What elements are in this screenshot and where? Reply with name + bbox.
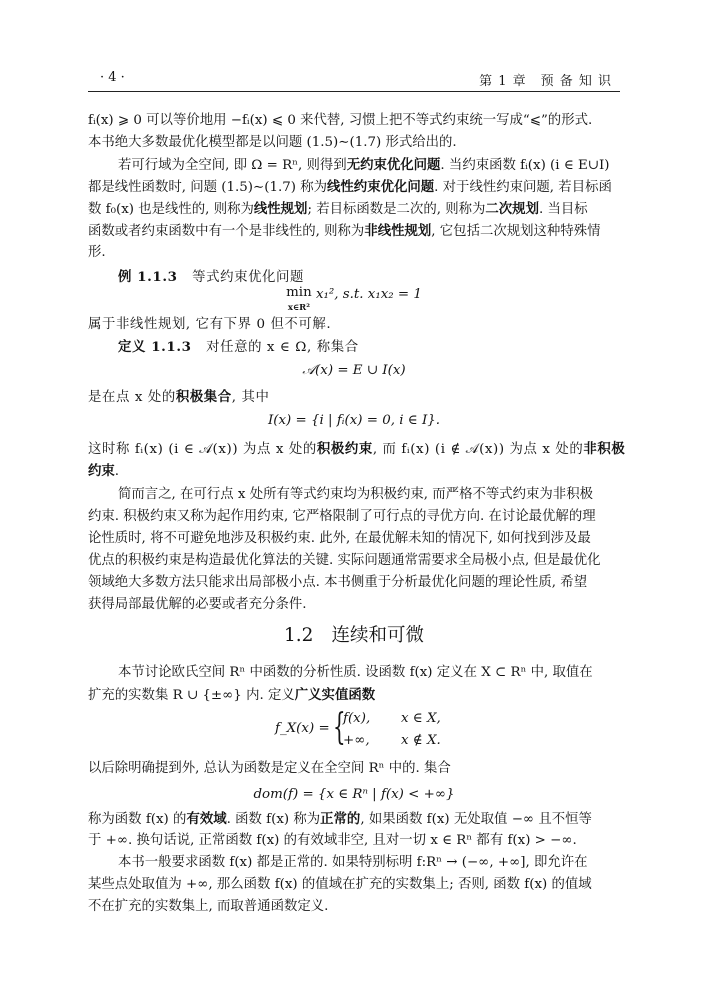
text-span: . 函数 f(x) 称为 [226, 812, 321, 827]
term-active-constraint: 积极约束 [316, 441, 373, 457]
text-line [88, 508, 620, 526]
text-line [88, 876, 620, 894]
section-heading [88, 624, 620, 648]
brace-symbol: { [333, 707, 346, 748]
text-line [88, 574, 620, 592]
text-span: 扩充的实数集 R ∪ {±∞} 内. 定义 [88, 688, 295, 703]
text-line [88, 134, 620, 152]
text-span: . 当约束函数 fᵢ(x) (i ∈ E∪I) [440, 158, 610, 173]
term-constraint: 约束 [88, 463, 115, 479]
term-nonlinear-programming: 非线性规划 [364, 223, 432, 239]
term-proper: 正常的 [320, 811, 361, 827]
term-extended-real-function: 广义实值函数 [294, 687, 376, 703]
term-effective-domain: 有效域 [186, 811, 227, 827]
term-quadratic-programming: 二次规划 [485, 201, 539, 217]
text-span: 获得局部最优解的必要或者充分条件. [88, 597, 307, 612]
text-line [88, 552, 620, 570]
example-title: 等式约束优化问题 [192, 270, 305, 285]
text-span: 这时称 fᵢ(x) (i ∈ 𝒜(x)) 为点 x 处的 [88, 442, 317, 457]
term-linear-constrained: 线性约束优化问题 [327, 179, 435, 195]
text-line [88, 596, 620, 614]
text-line [88, 440, 626, 459]
text-span: 数 f₀(x) 也是线性的, 则称为 [88, 202, 254, 217]
section-number: 1.2 [284, 625, 314, 646]
formula-text: I(x) = {i | fᵢ(x) = 0, i ∈ I}. [267, 413, 441, 428]
chapter-title: 第 1 章 预 备 知 识 [479, 74, 612, 89]
text-span: 简而言之, 在可行点 x 处所有等式约束均为积极约束, 而严格不等式约束为非积极 [118, 487, 593, 502]
text-line [88, 112, 620, 130]
text-span: . 对于线性约束问题, 若目标函 [434, 180, 612, 195]
running-header [88, 68, 620, 92]
text-span: 不在扩充的实数集上, 而取普通函数定义. [88, 899, 329, 914]
definition-label: 定义 1.1.3 [118, 339, 192, 355]
text-line [88, 832, 620, 850]
formula-text: 𝒜(x) = E ∪ I(x) [302, 363, 406, 378]
text-line [118, 664, 620, 682]
text-span: 若可行域为全空间, 即 Ω = Rⁿ, 则得到 [118, 158, 347, 173]
case-value: +∞, [343, 733, 370, 748]
domain-formula [88, 786, 620, 804]
text-span: 领域绝大多数方法只能求出局部极小点. 本书侧重于分析最优化问题的理论性质, 希望 [88, 575, 588, 590]
example-label: 例 1.1.3 [118, 269, 178, 285]
section-title: 连续和可微 [331, 625, 424, 646]
text-span: 于 +∞. 换句话说, 正常函数 f(x) 的有效域非空, 且对一切 x ∈ Rⁿ 都有 f(x) > −∞. [88, 833, 577, 848]
min-label: min [286, 285, 312, 300]
term-unconstrained: 无约束优化问题 [346, 157, 441, 173]
index-set-formula [88, 412, 620, 430]
text-line [88, 462, 620, 481]
formula-text: dom(f) = {x ∈ Rⁿ | f(x) < +∞} [253, 787, 455, 802]
text-span: 优点的积极约束是构造最优化算法的关键. 实际问题通常需要求全局极小点, 但是最优化 [88, 553, 601, 568]
definition-heading [118, 338, 620, 357]
example-heading [118, 268, 620, 287]
text-span: , 而 fᵢ(x) (i ∉ 𝒜(x)) 为点 x 处的 [372, 442, 584, 457]
case-condition: x ∉ X. [401, 733, 441, 748]
text-span: , 其中 [231, 390, 270, 405]
text-span: ; 若目标函数是二次的, 则称为 [307, 202, 486, 217]
text-span: . [114, 464, 120, 479]
term-inactive: 非积极 [583, 441, 626, 457]
text-line [88, 686, 620, 705]
term-linear-programming: 线性规划 [253, 201, 308, 217]
text-span: , 如果函数 f(x) 无处取值 −∞ 且不恒等 [360, 812, 592, 827]
text-line [118, 486, 620, 504]
active-set-formula [88, 362, 620, 380]
example-formula [88, 286, 620, 315]
header-rule [88, 91, 620, 92]
text-line [88, 222, 620, 241]
text-line [118, 854, 620, 872]
text-line [88, 178, 620, 197]
text-span: 本书一般要求函数 f(x) 都是正常的. 如果特别标明 f:Rⁿ → (−∞, +∞], 即允许在 [118, 855, 588, 870]
text-span: 本节讨论欧氏空间 Rⁿ 中函数的分析性质. 设函数 f(x) 定义在 X ⊂ Rⁿ 中, 取值在 [118, 665, 593, 680]
text-span: 都是线性函数时, 问题 (1.5)∼(1.7) 称为 [88, 180, 328, 195]
text-line [88, 898, 620, 916]
min-operator [286, 286, 312, 315]
text-span: 函数或者约束函数中有一个是非线性的, 则称为 [88, 224, 365, 239]
page-number: · 4 · [100, 70, 125, 85]
text-span: 约束. 积极约束又称为起作用约束, 它严格限制了可行点的寻优方向. 在讨论最优解的理 [88, 509, 596, 524]
text-line [88, 810, 620, 829]
text-span: 某些点处取值为 +∞, 那么函数 f(x) 的值域在扩充的实数集上; 否则, 函数 f(x) 的值域 [88, 877, 592, 892]
text-span: 以后除明确提到外, 总认为函数是定义在全空间 Rⁿ 中的. 集合 [88, 761, 451, 776]
min-subscript: x∈R² [287, 303, 310, 313]
formula-lhs: f_X(x) = [275, 721, 330, 736]
text-span: 称为函数 f(x) 的 [88, 812, 187, 827]
text-span: . 当目标 [538, 202, 588, 217]
text-line [88, 388, 620, 407]
text-line [118, 156, 620, 175]
text-span: 属于非线性规划, 它有下界 0 但不可解. [88, 317, 332, 332]
definition-intro: 对任意的 x ∈ Ω, 称集合 [206, 340, 359, 355]
text-line [88, 244, 620, 262]
formula-text: x₁², s.t. x₁x₂ = 1 [315, 287, 422, 302]
text-line [88, 200, 620, 219]
text-span: , 它包括二次规划这种特殊情 [431, 224, 601, 239]
text-line [88, 316, 620, 334]
text-span: 论性质时, 将不可避免地涉及积极约束. 此外, 在最优解未知的情况下, 如何找到涉及最 [88, 531, 591, 546]
text-span: 形. [88, 245, 106, 260]
text-line [88, 760, 620, 778]
text-line [88, 530, 620, 548]
text-span: fᵢ(x) ⩾ 0 可以等价地用 −fᵢ(x) ⩽ 0 来代替, 习惯上把不等式约束统一写成“⩽”的形式. [88, 113, 593, 128]
term-active-set: 积极集合 [175, 389, 232, 405]
case-condition: x ∈ X, [401, 711, 441, 726]
case-value: f(x), [343, 711, 371, 726]
text-span: 是在点 x 处的 [88, 390, 176, 405]
text-span: 本书绝大多数最优化模型都是以问题 (1.5)∼(1.7) 形式给出的. [88, 135, 457, 150]
piecewise-formula [275, 709, 475, 755]
